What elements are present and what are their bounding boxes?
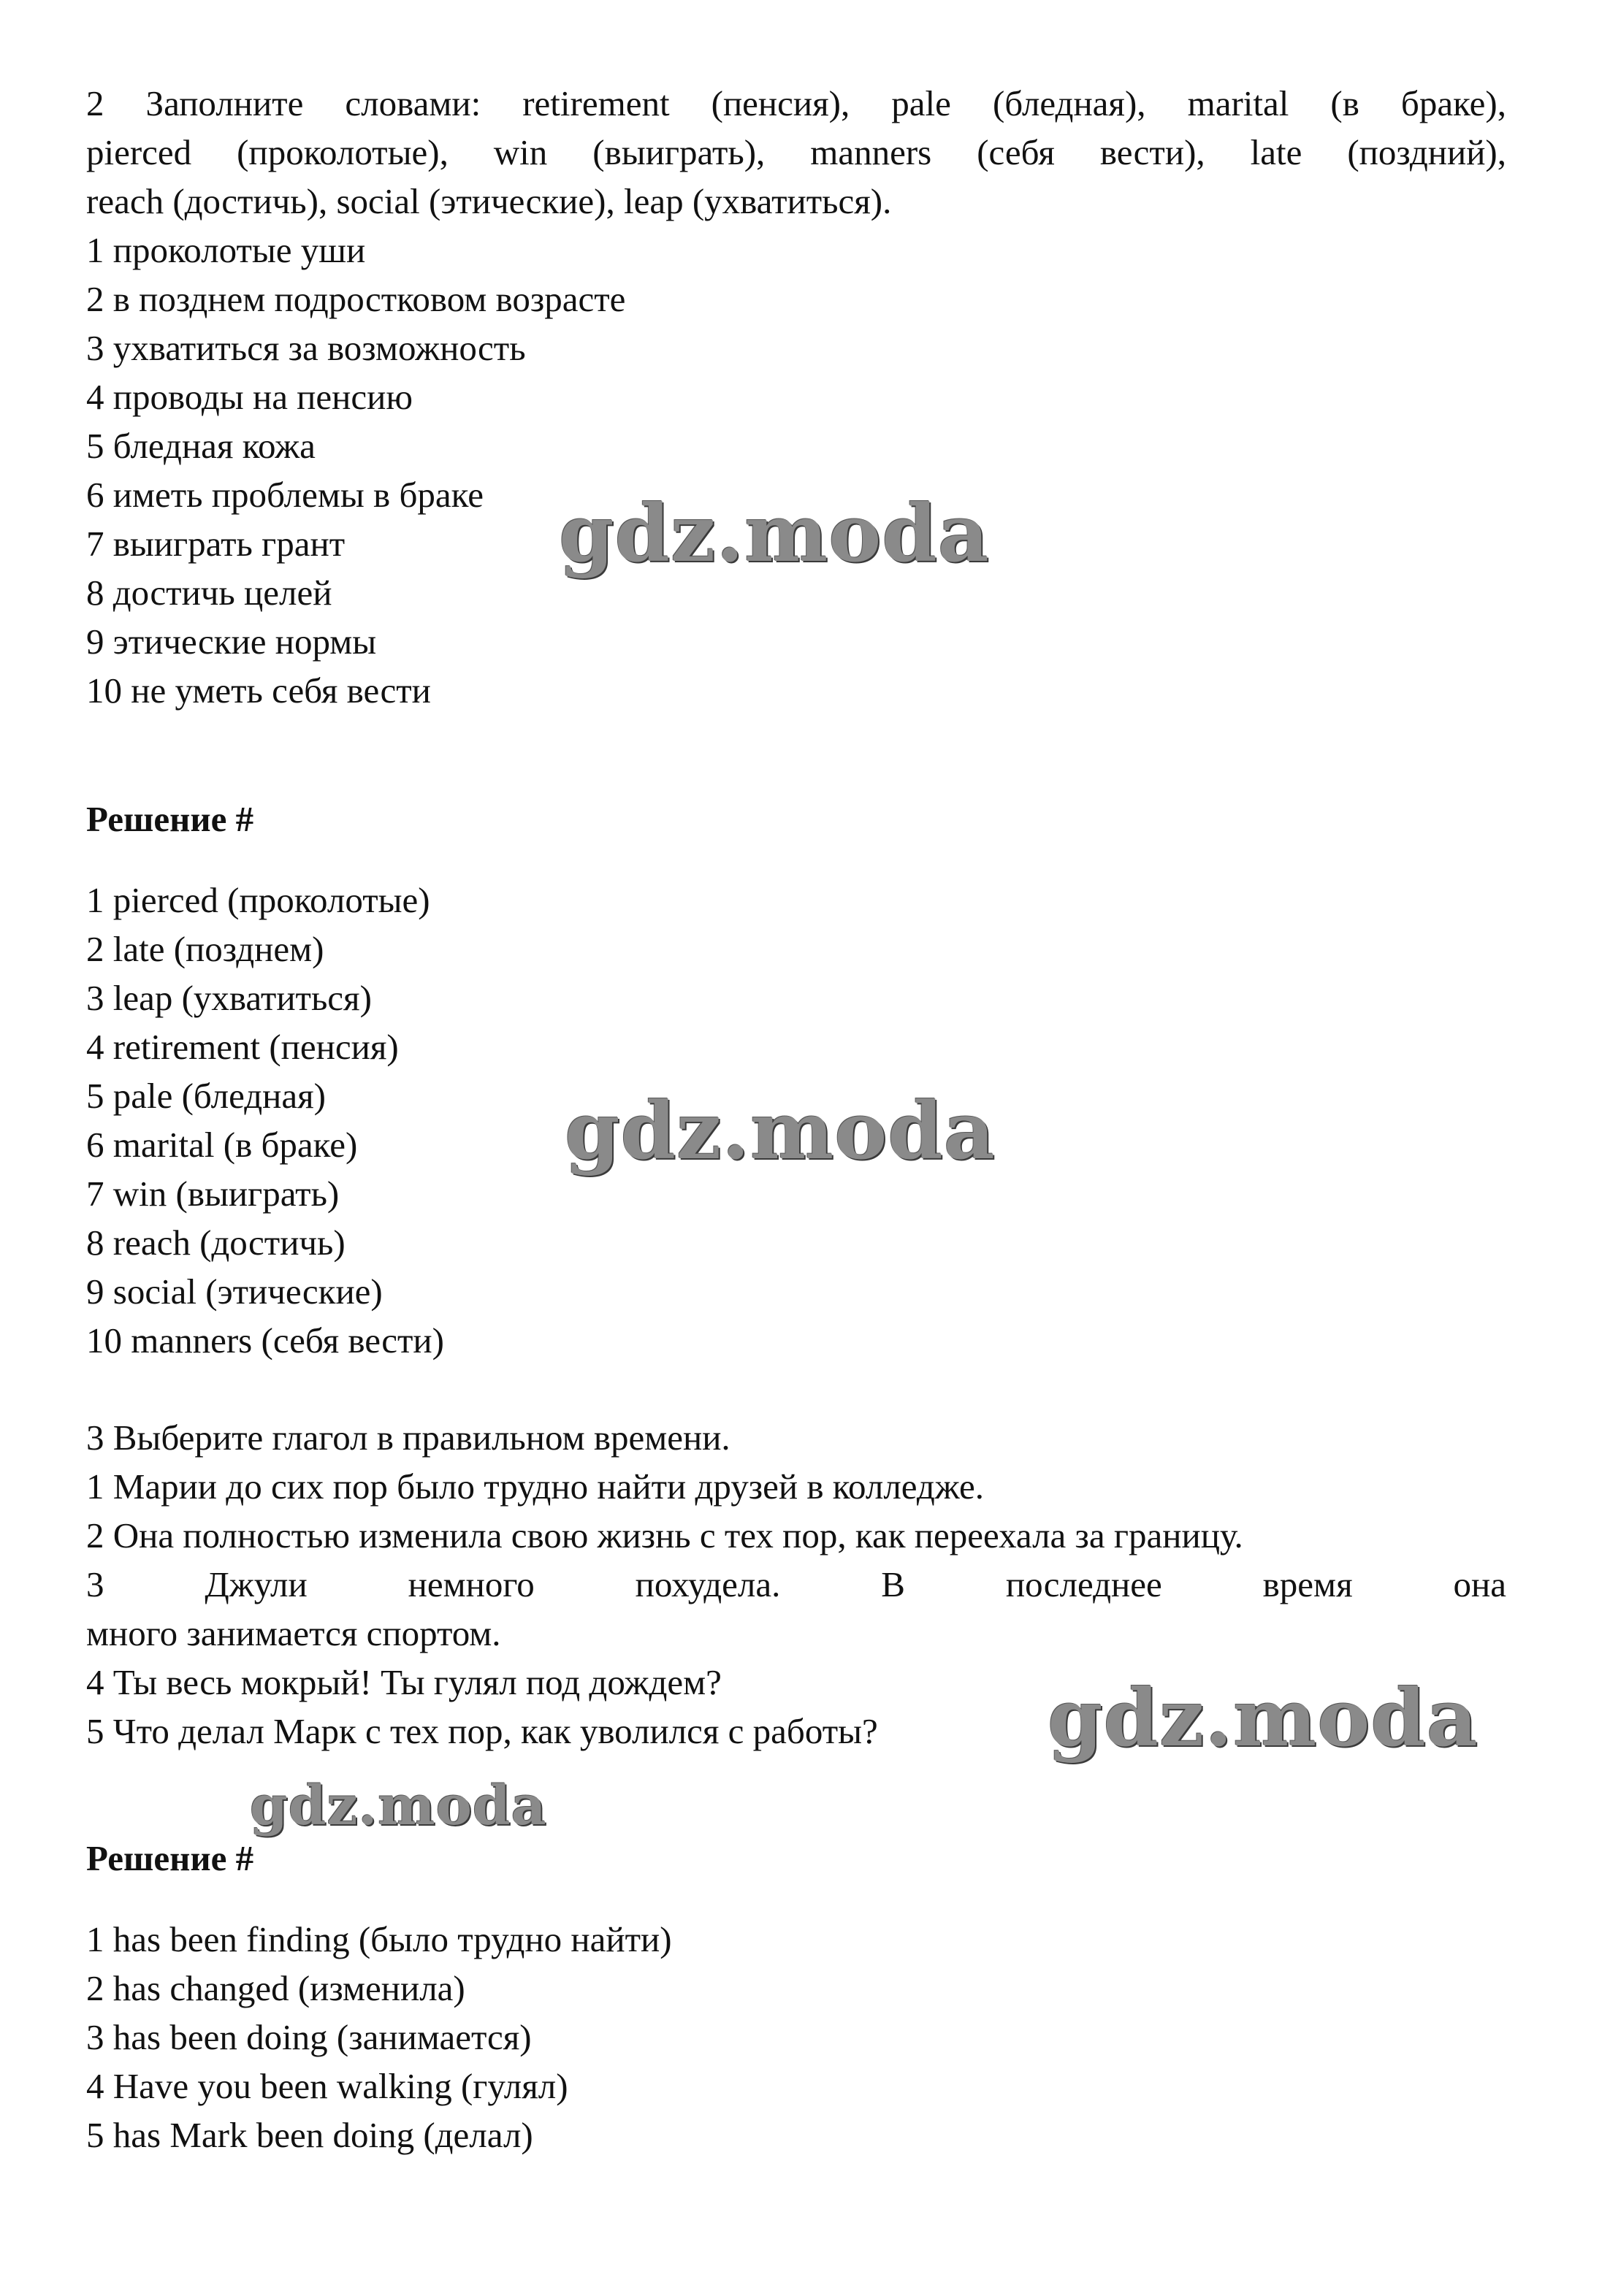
task2-instruction-line: 2 Заполните словами: retirement (пенсия), pale (бледная), marital (в браке), [86,83,1506,123]
list-item: 8 достичь целей [86,573,332,613]
list-item: 4 Have you been walking (гулял) [86,2066,568,2106]
list-item: 3 ухватиться за возможность [86,328,526,368]
list-item: 2 в позднем подростковом возрасте [86,279,626,319]
list-item: 8 reach (достичь) [86,1222,346,1263]
task3 [86,1413,1506,1560]
task2-instruction-line: pierced (проколотые), win (выиграть), manners (себя вести), late (поздний), [86,132,1506,172]
solution-heading: Решение # [86,799,254,839]
list-item-continuation: много занимается спортом. [86,1613,501,1653]
list-item: 9 social (этические) [86,1271,383,1312]
list-item: 3 Джули немного похудела. В последнее время она [86,1564,1506,1604]
list-item: 7 win (выиграть) [86,1174,340,1214]
list-item: 5 pale (бледная) [86,1076,326,1116]
list-item: 1 has been finding (было трудно найти) [86,1919,672,1959]
list-item: 7 выиграть грант [86,524,346,564]
solution2-list [86,1915,1506,2159]
watermark: gdz.moda [565,1085,996,1177]
task3-instruction: 3 Выберите глагол в правильном времени. [86,1417,730,1458]
task3-rest [86,1609,1506,1756]
watermark: gdz.moda [1048,1672,1479,1764]
list-item: 2 Она полностью изменила свою жизнь с тех пор, как переехала за границу. [86,1515,1243,1555]
list-item: 1 pierced (проколотые) [86,880,430,920]
list-item: 3 leap (ухватиться) [86,978,372,1018]
list-item: 4 retirement (пенсия) [86,1027,399,1067]
list-item: 3 has been doing (занимается) [86,2017,532,2057]
document-page [86,79,1506,2159]
list-item: 10 manners (себя вести) [86,1320,444,1361]
solution1-list [86,876,1506,1365]
list-item: 5 бледная кожа [86,426,316,466]
list-item: 5 has Mark been doing (делал) [86,2115,533,2155]
list-item: 4 Ты весь мокрый! Ты гулял под дождем? [86,1662,722,1702]
task2-instruction [86,79,1506,226]
watermark: gdz.moda [250,1775,547,1837]
list-item: 5 Что делал Марк с тех пор, как уволился с работы? [86,1711,878,1751]
list-item: 4 проводы на пенсию [86,377,413,417]
task2-list [86,226,1506,715]
solution-heading: Решение # [86,1838,254,1878]
task2-instruction-line: reach (достичь), social (этические), leap (ухватиться). [86,181,892,221]
watermark: gdz.moda [559,488,990,580]
list-item: 6 marital (в браке) [86,1125,358,1165]
list-item: 1 проколотые уши [86,230,366,270]
list-item: 10 не уметь себя вести [86,670,431,711]
list-item: 6 иметь проблемы в браке [86,475,484,515]
list-item: 2 late (позднем) [86,929,324,969]
list-item: 1 Марии до сих пор было трудно найти друзей в колледже. [86,1466,985,1507]
list-item: 9 этические нормы [86,621,377,662]
list-item: 2 has changed (изменила) [86,1968,465,2008]
